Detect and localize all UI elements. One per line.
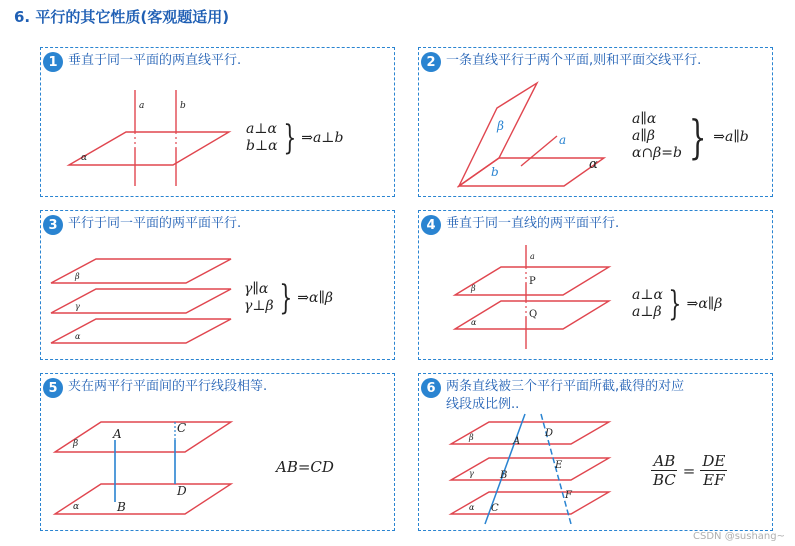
watermark: CSDN @sushang~	[693, 531, 785, 542]
plane-alpha	[69, 132, 229, 165]
label-F: F	[565, 490, 572, 501]
right-brace: }	[688, 109, 707, 164]
formula-1	[246, 118, 344, 158]
label-alpha: α	[73, 502, 80, 512]
label-alpha: α	[81, 153, 88, 163]
formula-line: γ∥α	[244, 281, 269, 297]
panel-statement: 垂直于同一平面的两直线平行.	[68, 53, 242, 68]
panel-number: 1	[43, 52, 63, 72]
equals-sign: =	[682, 461, 696, 480]
label-B: B	[117, 500, 126, 514]
page-title: 6. 平行的其它性质(客观题适用)	[14, 8, 230, 26]
label-beta: β	[75, 272, 80, 281]
panel-number: 6	[421, 378, 441, 398]
diagram-4	[419, 211, 774, 361]
formula-conclusion: ⇒a⊥b	[301, 130, 344, 146]
formula-6	[651, 452, 727, 489]
formula-2	[632, 111, 749, 162]
formula-line: a∥α	[632, 111, 657, 127]
label-b: b	[491, 165, 499, 179]
numerator: AB	[653, 452, 676, 470]
plane-alpha	[459, 158, 604, 186]
panel-4	[418, 210, 773, 360]
label-E: E	[555, 460, 563, 471]
label-D: D	[177, 484, 187, 498]
label-Q: Q	[529, 309, 538, 320]
label-alpha: α	[589, 157, 598, 172]
formula-5	[276, 458, 334, 476]
formula-line: α∩β=b	[632, 145, 682, 161]
label-alpha: α	[471, 318, 477, 327]
label-alpha: α	[469, 503, 475, 512]
panel-3	[40, 210, 395, 360]
label-C: C	[177, 421, 187, 435]
panel-statement: 一条直线平行于两个平面,则和平面交线平行.	[446, 53, 702, 68]
label-beta: β	[73, 439, 79, 449]
panel-statement: 垂直于同一直线的两平面平行.	[446, 216, 620, 231]
label-b: b	[180, 101, 186, 111]
label-D: D	[545, 428, 554, 439]
denominator: EF	[703, 471, 725, 489]
diagram-3	[41, 211, 396, 361]
panel-number: 4	[421, 215, 441, 235]
label-B: B	[500, 470, 508, 481]
right-brace: }	[278, 278, 292, 318]
panel-number: 5	[43, 378, 63, 398]
formula-line: a⊥α	[632, 287, 663, 303]
label-gamma: γ	[75, 302, 80, 311]
label-a: a	[559, 133, 567, 147]
formula-line: a⊥β	[632, 304, 662, 320]
panel-statement: 夹在两平行平面间的平行线段相等.	[68, 379, 268, 394]
label-A: A	[113, 427, 122, 441]
panel-1	[40, 47, 395, 197]
formula-conclusion: ⇒α∥β	[297, 290, 334, 306]
label-gamma: γ	[469, 469, 474, 478]
formula-conclusion: ⇒α∥β	[686, 296, 723, 312]
plane-alpha	[451, 492, 609, 514]
panel-number: 2	[421, 52, 441, 72]
formula-line: b⊥α	[246, 138, 278, 154]
label-a: a	[139, 101, 145, 111]
panel-5	[40, 373, 395, 531]
formula-3	[244, 278, 334, 318]
fraction-left	[651, 452, 678, 489]
line-a	[521, 136, 557, 166]
right-brace: }	[282, 118, 296, 158]
panel-number: 3	[43, 215, 63, 235]
label-A: A	[513, 436, 521, 447]
formula-4	[632, 284, 723, 324]
right-brace: }	[668, 284, 682, 324]
plane-gamma	[451, 458, 609, 480]
plane-beta	[451, 422, 609, 444]
plane-beta	[55, 422, 231, 452]
label-beta: β	[497, 119, 504, 133]
plane-alpha	[55, 484, 231, 514]
label-C: C	[491, 503, 499, 514]
panel-2	[418, 47, 773, 197]
formula-text: AB=CD	[276, 458, 334, 476]
panel-statement: 两条直线被三个平行平面所截,截得的对应 线段成比例..	[446, 379, 685, 412]
diagram-5	[41, 374, 396, 532]
formula-line: a∥β	[632, 128, 655, 144]
panel-statement: 平行于同一平面的两平面平行.	[68, 216, 242, 231]
fraction-right	[700, 452, 727, 489]
label-beta: β	[469, 433, 474, 442]
label-a: a	[530, 252, 535, 261]
panel-6	[418, 373, 773, 531]
label-beta: β	[471, 284, 476, 293]
formula-conclusion: ⇒a∥b	[713, 128, 749, 145]
label-alpha: α	[75, 332, 81, 341]
denominator: BC	[653, 471, 676, 489]
formula-line: γ⊥β	[244, 298, 274, 314]
label-P: P	[529, 276, 536, 287]
formula-line: a⊥α	[246, 121, 277, 137]
numerator: DE	[702, 452, 726, 470]
